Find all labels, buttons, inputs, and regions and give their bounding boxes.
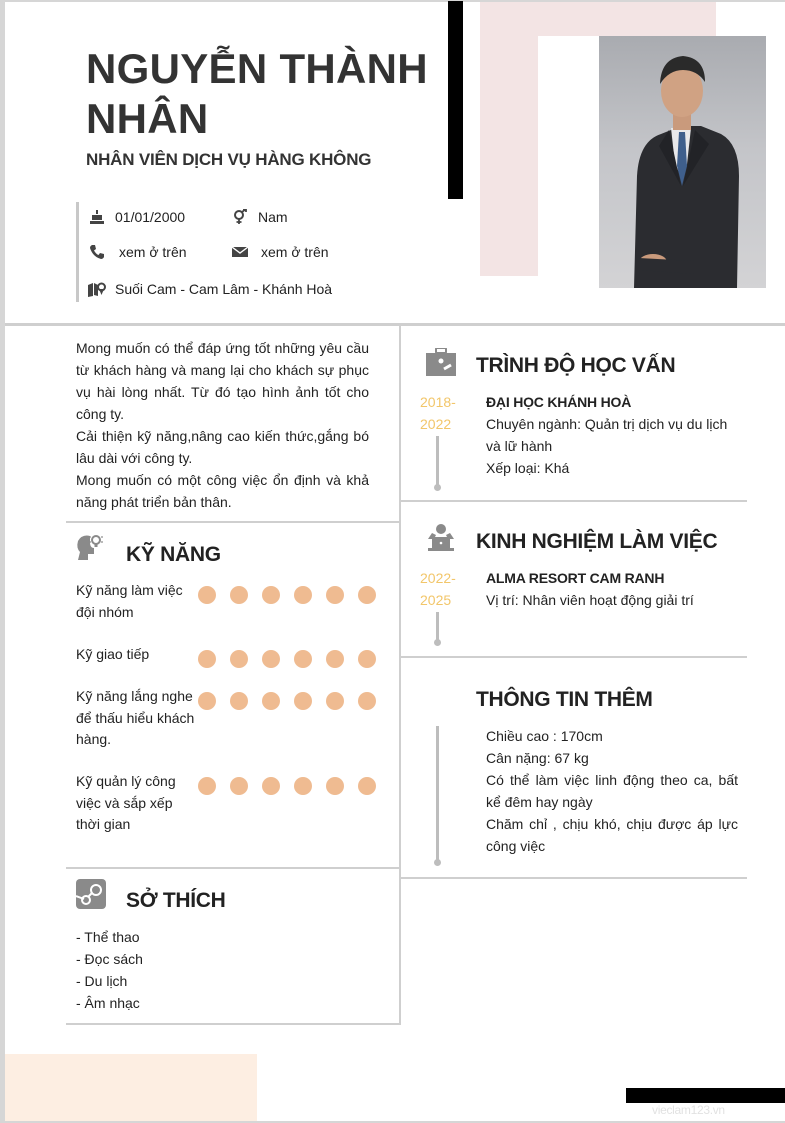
additional-info [486,725,738,857]
person-laptop-icon [426,523,456,556]
hobby-item: - Âm nhạc [76,995,140,1011]
timeline-line [436,726,439,862]
birthday-cake-icon [88,208,106,226]
contact-email [231,243,329,261]
experience-years: 2022- 2025 [420,570,456,608]
rating-dot [230,692,248,710]
contact-address [88,280,332,298]
timeline-line [436,612,439,642]
hobby-list [76,926,143,1014]
job-title: NHÂN VIÊN DỊCH VỤ HÀNG KHÔNG [86,150,372,169]
decor-black-bar [448,1,463,199]
rating-dot [358,692,376,710]
rating-dot [358,586,376,604]
objective-paragraph: Cải thiện kỹ năng,nâng cao kiến thức,gắng bó lâu dài với công ty. [76,428,369,466]
education-years: 2018- 2022 [420,394,456,432]
profile-photo [599,36,766,288]
additional-line: Có thể làm việc linh động theo ca, bất kể đêm hay ngày [486,772,738,810]
skill-rating [198,777,376,795]
decor-peach-block [5,1054,257,1121]
skill-label: Kỹ quản lý công việc và sắp xếp thời gian [76,773,176,832]
education-detail: Chuyên ngành: Quản trị dịch vụ du lịch và lữ hành [486,416,728,454]
skills-divider [66,867,400,869]
additional-divider [401,877,747,879]
briefcase-icon [426,348,456,381]
rating-dot [262,777,280,795]
rating-dot [230,650,248,668]
decor-black-footer-bar [626,1088,785,1103]
additional-line: Cân nặng: 67 kg [486,750,589,766]
rating-dot [358,777,376,795]
skill-label: Kỹ giao tiếp [76,646,150,662]
skill-rating [198,650,376,668]
skill-label: Kỹ năng làm việc đội nhóm [76,582,183,620]
rating-dot [294,650,312,668]
skill-rating [198,586,376,604]
address-value: Suối Cam - Cam Lâm - Khánh Hoà [115,281,333,297]
contact-gender [231,208,288,226]
experience-entry [486,567,738,611]
hobby-item: - Đọc sách [76,951,143,967]
objective-divider [66,521,400,523]
timeline-dot [434,859,441,866]
skill-label: Kỹ năng lắng nghe để thấu hiểu khách hàng. [76,688,195,747]
rating-dot [326,777,344,795]
additional-line: Chăm chỉ , chịu khó, chịu được áp lực công việc [486,816,738,854]
objective-paragraph: Mong muốn có thể đáp ứng tốt những yêu cầu từ khách hàng và mang lại cho khách sự phục vụ hài lòng nhất. Từ đó tạo hình ảnh tốt cho công ty. [76,340,369,422]
steam-icon [76,879,106,914]
watermark: vieclam123.vn [652,1103,725,1117]
rating-dot [198,650,216,668]
education-divider [401,500,747,502]
education-detail: Xếp loại: Khá [486,460,570,476]
experience-company: ALMA RESORT CAM RANH [486,570,665,586]
timeline-dot [434,484,441,491]
additional-line: Chiều cao : 170cm [486,728,603,744]
contact-accent-bar [76,202,79,302]
experience-heading: KINH NGHIỆM LÀM VIỆC [476,530,718,553]
birthday-value: 01/01/2000 [115,209,186,225]
hobby-item: - Thể thao [76,929,140,945]
rating-dot [326,692,344,710]
head-lightbulb-icon [76,532,106,567]
rating-dot [230,586,248,604]
rating-dot [262,692,280,710]
objective-paragraph: Mong muốn có một công việc ổn định và khả năng phát triển bản thân. [76,472,369,510]
email-value[interactable]: xem ở trên [261,244,329,260]
rating-dot [294,586,312,604]
hobby-item: - Du lịch [76,973,128,989]
page-edge-left [0,0,5,1123]
education-heading: TRÌNH ĐỘ HỌC VẤN [476,354,676,377]
rating-dot [198,586,216,604]
contact-phone [88,243,187,261]
career-objective [76,337,369,513]
rating-dot [358,650,376,668]
rating-dot [294,692,312,710]
rating-dot [326,650,344,668]
skill-rating [198,692,376,710]
timeline-line [436,436,439,486]
envelope-icon [231,243,249,261]
phone-value[interactable]: xem ở trên [119,244,187,260]
education-school: ĐẠI HỌC KHÁNH HOÀ [486,394,632,410]
rating-dot [262,586,280,604]
column-divider [399,326,401,1025]
contact-birthday [88,208,185,226]
rating-dot [230,777,248,795]
experience-divider [401,656,747,658]
additional-heading: THÔNG TIN THÊM [476,688,653,711]
gender-value: Nam [258,209,288,225]
map-marker-icon [88,280,106,298]
timeline-dot [434,639,441,646]
rating-dot [294,777,312,795]
hobbies-heading: SỞ THÍCH [126,889,226,912]
education-entry [486,391,738,479]
hobbies-divider [66,1023,400,1025]
phone-icon [88,243,106,261]
rating-dot [198,777,216,795]
rating-dot [262,650,280,668]
candidate-name: NGUYỄN THÀNH NHÂN [86,45,428,142]
rating-dot [198,692,216,710]
gender-icon [231,208,249,226]
experience-detail: Vị trí: Nhân viên hoạt động giải trí [486,592,694,608]
header-divider [5,323,785,326]
skills-heading: KỸ NĂNG [126,543,221,566]
rating-dot [326,586,344,604]
